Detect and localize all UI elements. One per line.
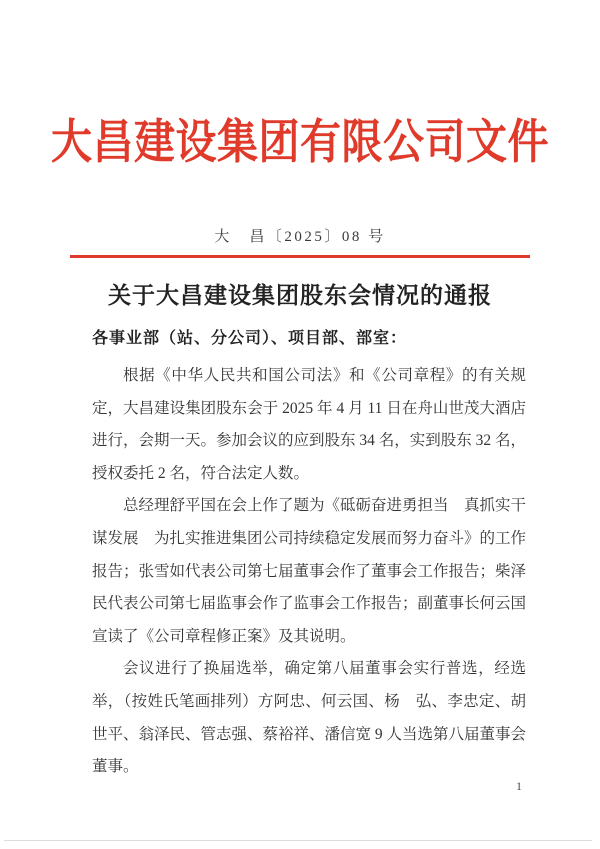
body-paragraph-2: 总经理舒平国在会上作了题为《砥砺奋进勇担当 真抓实干谋发展 为扎实推进集团公司持续稳定发展而努力奋斗》的工作报告；张雪如代表公司第七届董事会作了董事会工作报告；柴泽民代表公司第七届监事会作了监事会工作报告；副董事长何云国宣读了《公司章程修正案》及其说明。 [92,497,527,645]
addressee-line: 各事业部（站、分公司）、项目部、部室： [92,330,408,347]
page-number: 1 [516,779,522,793]
document-title: 关于大昌建设集团股东会情况的通报 [108,283,492,308]
scan-edge-artifact [4,840,592,841]
document-body [92,360,526,784]
document-header-title: 大昌建设集团有限公司文件 [51,115,549,169]
document-number: 大 昌〔2025〕08 号 [214,229,386,245]
red-divider-line [70,255,530,258]
body-paragraph-3: 会议进行了换届选举，确定第八届董事会实行普选，经选举，（按姓氏笔画排列）方阿忠、何云国、杨 弘、李忠定、胡世平、翁泽民、管志强、蔡裕祥、潘信宽 9 人当选第八届董事会董事。 [92,660,527,776]
body-paragraph-1: 根据《中华人民共和国公司法》和《公司章程》的有关规定，大昌建设集团股东会于 2025 年 4 月 11 日在舟山世茂大酒店进行，会期一天。参加会议的应到股东 34 名，实到股东 32 名，授权委托 2 名，符合法定人数。 [92,367,527,482]
